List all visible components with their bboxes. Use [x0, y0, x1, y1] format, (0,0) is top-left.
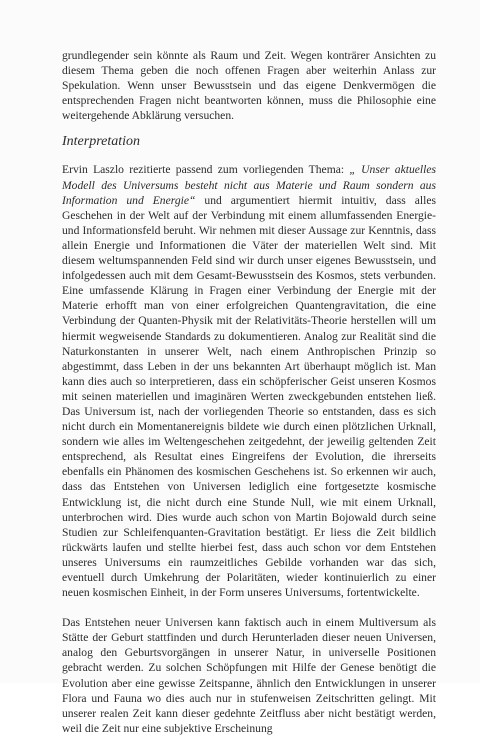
interpretation-body: und argumentiert hiermit intuitiv, dass alles Geschehen in der Welt auf der Verbindung mit einem allumfassenden Energie- und Informationsfeld beruht. Wir nehmen mit dieser Aussage zur Kenntnis, dass allein Energie und Informationen die Väter der materiellen Welt sind. Mit diesem weltumspannenden Feld sind wir durch unser eigenes Bewusstsein, und infolgedessen auch mit dem Gesamt-Bewusstsein des Kosmos, stets verbunden. Eine umfassende Klärung in Fragen einer Verbindung der Energie mit der Materie erhofft man von einer erfolgreichen Quantengravitation, die eine Verbindung der Quanten-Physik mit der Relativitäts-Theorie herstellen will um hiermit wegweisende Standards zu dokumentieren. Analog zur Realität sind die Naturkonstanten in unserer Welt, nach einem Anthropischen Prinzip so abgestimmt, dass Leben in der uns bekannten Art überhaupt möglich ist. Man kann dies auch so interpretieren, dass ein schöpferischer Geist unseren Kosmos mit seinen materiellen und imaginären Werten zweckgebunden entstehen ließ. Das Universum ist, nach der vorliegenden Theorie so entstanden, dass es sich nicht durch ein Momentanereignis bildete wie durch einen plötzlichen Urknall, sondern wie alles im Weltengeschehen zeitgedehnt, der jeweilig geltenden Zeit entsprechend, als Resultat eines Eingreifens der Evolution, die ihrerseits ebenfalls ein Phänomen des kosmischen Geschehens ist. So erkennen wir auch, dass das Entstehen von Universen lediglich eine fortgesetzte kosmische Entwicklung ist, die nicht durch eine Stunde Null, wie mit einem Urknall, unterbrochen wird. Dies wurde auch schon von Martin Bojowald durch seine Studien zur Schleifenquanten-Gravitation bestätigt. Er liess die Zeit bildlich rückwärts laufen und stellte hierbei fest, dass auch schon vor dem Entstehen unseres Universums ein raumzeitliches Gebilde vorhanden war das sich, eventuell durch Umkehrung der Polaritäten, wieder kontinuierlich zu einer neuen kosmischen Einheit, in der Form unseres Universums, fortentwickelte.: [62, 193, 436, 600]
interpretation-lead: Ervin Laszlo rezitierte passend zum vorliegenden Thema:: [62, 163, 350, 177]
paragraph-gap: [62, 600, 436, 615]
section-heading: Interpretation: [62, 134, 141, 150]
laszlo-quote: „ Unser aktuelles Modell des Universums besteht nicht aus Materie und Raum sondern aus Information und Energie“: [62, 163, 436, 207]
final-paragraph: Das Entstehen neuer Universen kann faktisch auch in einem Multiversum als Stätte der Geburt stattfinden und durch Herunterladen dieser neuen Universen, analog den Geburtsvorgängen in unserer Natur, in universelle Positionen gebracht werden. Zu solchen Schöpfungen mit Hilfe der Genese benötigt die Evolution aber eine gewisse Zeitspanne, ähnlich den Entwicklungen in unserer Flora und Fauna wo dies auch nur in stufenweisen Zeitschritten gelingt. Mit unserer realen Zeit kann dieser gedehnte Zeitfluss aber nicht bestätigt werden, weil die Zeit nur eine subjektive Erscheinung: [62, 616, 436, 735]
interpretation-paragraph: [62, 162, 436, 600]
intro-paragraph: grundlegender sein könnte als Raum und Zeit. Wegen konträrer Ansichten zu diesem Thema geben die noch offenen Fragen aber weiterhin Anlass zur Spekulation. Wenn unser Bewusstsein und das eigene Denkvermögen die entsprechenden Fragen nicht beantworten können, muss die Philosophie eine weitergehende Abklärung versuchen.: [62, 49, 436, 123]
